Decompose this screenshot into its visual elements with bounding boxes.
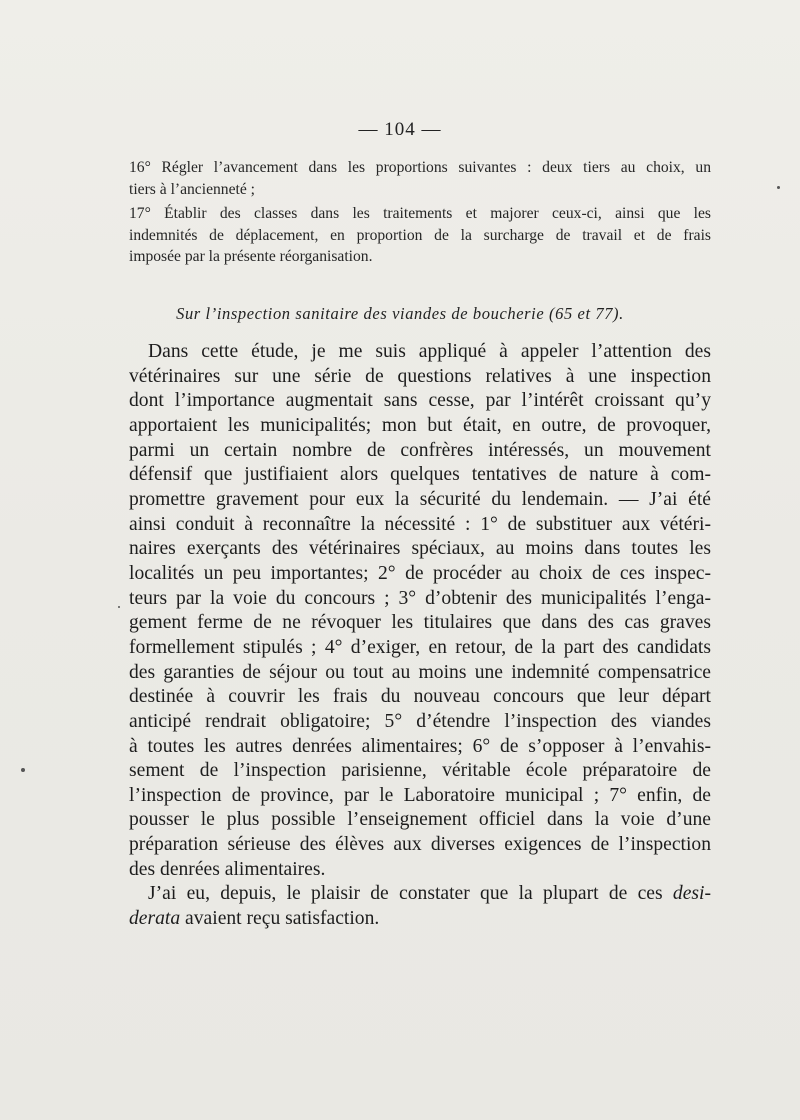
closing-text: J’ai eu, depuis, le plaisir de constater que la plupart de ces (148, 883, 673, 905)
body-line: des garanties de séjour ou tout au moins une indemnité compensatrice (129, 661, 711, 683)
body-line: dont l’importance augmentait sans cesse, par l’intérêt croissant qu’y (129, 390, 711, 412)
body-line: formellement stipulés ; 4° d’exiger, en retour, de la part des candidats (129, 636, 711, 658)
closing-text: avaient reçu satisfaction. (180, 908, 380, 930)
ink-speck (777, 186, 780, 189)
list-item-17-line: indemnités de déplacement, en proportion de la surcharge de travail et de frais (129, 226, 711, 244)
body-line: l’inspection de province, par le Laboratoire municipal ; 7° enfin, de (129, 784, 711, 806)
page-number: — 104 — (358, 119, 442, 140)
list-item-16 (129, 157, 711, 200)
body-line: gement ferme de ne révoquer les titulaires que dans des cas graves (129, 612, 711, 634)
body-line: préparation sérieuse des élèves aux diverses exigences de l’inspection (129, 834, 711, 856)
closing-italic: derata (129, 908, 181, 930)
ink-speck (21, 768, 25, 772)
list-item-16-line: tiers à l’ancienneté ; (129, 180, 255, 198)
section-heading: Sur l’inspection sanitaire des viandes de boucherie (65 et 77). (176, 304, 624, 323)
list-item-17-line: imposée par la présente réorganisation. (129, 248, 373, 265)
body-line: localités un peu importantes; 2° de procéder au choix de ces inspec- (129, 562, 711, 584)
body-line: destinée à couvrir les frais du nouveau concours que leur départ (129, 686, 711, 708)
list-item-17-line: 17° Établir des classes dans les traitements et majorer ceux-ci, ainsi que les (129, 205, 711, 222)
body-line: des denrées alimentaires. (129, 858, 326, 880)
body-line: teurs par la voie du concours ; 3° d’obtenir des municipalités l’enga- (129, 587, 711, 609)
list-item-17 (129, 203, 711, 268)
ink-speck (118, 606, 120, 608)
closing-line (129, 882, 711, 907)
body-line: pousser le plus possible l’enseignement officiel dans la voie d’une (129, 809, 711, 831)
body-line: naires exerçants des vétérinaires spéciaux, au moins dans toutes les (129, 538, 711, 560)
body-line: anticipé rendrait obligatoire; 5° d’étendre l’inspection des viandes (129, 710, 711, 732)
body-line: vétérinaires sur une série de questions relatives à une inspection (129, 365, 711, 387)
body-line: défensif que justifiaient alors quelques tentatives de nature à com- (129, 464, 711, 486)
closing-italic: desi- (672, 883, 711, 905)
body-line: parmi un certain nombre de confrères intéressés, un mouvement (129, 439, 711, 461)
closing-line (129, 907, 711, 932)
list-item-16-line: 16° Régler l’avancement dans les proportions suivantes : deux tiers au choix, un (129, 159, 711, 176)
body-line: Dans cette étude, je me suis appliqué à appeler l’attention des (148, 341, 711, 362)
body-text (129, 340, 711, 932)
body-line: apportaient les municipalités; mon but était, en outre, de provoquer, (129, 414, 711, 436)
body-line: à toutes les autres denrées alimentaires; 6° de s’opposer à l’envahis- (129, 735, 711, 757)
body-line: promettre gravement pour eux la sécurité du lendemain. — J’ai été (129, 488, 711, 510)
body-line: ainsi conduit à reconnaître la nécessité : 1° de substituer aux vétéri- (129, 513, 711, 535)
body-line: sement de l’inspection parisienne, véritable école préparatoire de (129, 760, 711, 782)
